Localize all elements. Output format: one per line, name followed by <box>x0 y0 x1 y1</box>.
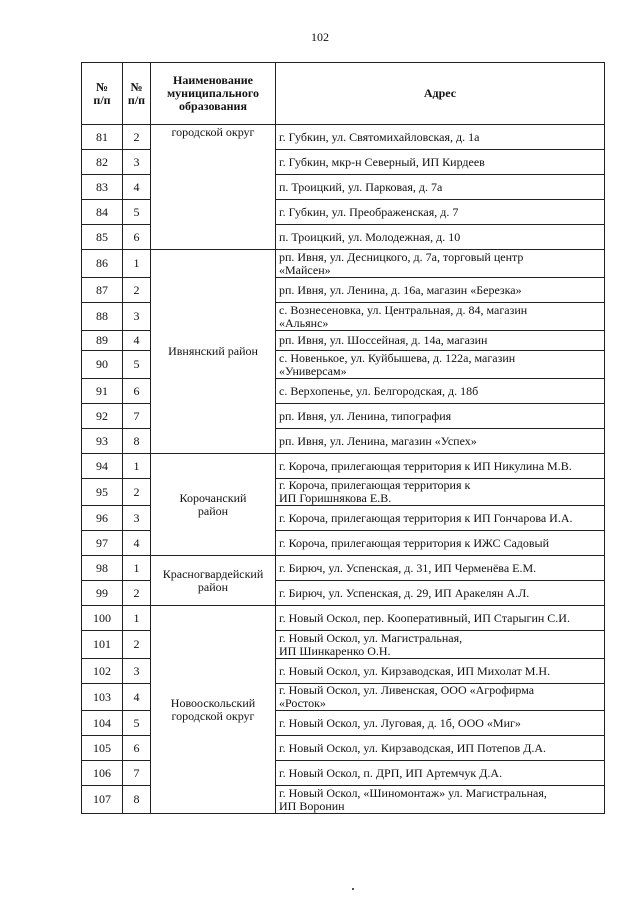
header-address: Адрес <box>276 63 605 125</box>
address-cell: г. Бирюч, ул. Успенская, д. 29, ИП Аракелян А.Л. <box>276 581 605 606</box>
row-number: 82 <box>82 150 123 175</box>
row-number: 94 <box>82 454 123 479</box>
table-row <box>82 250 605 278</box>
group-row-number: 6 <box>123 379 151 404</box>
row-number: 96 <box>82 506 123 531</box>
row-number: 102 <box>82 659 123 684</box>
group-row-number: 3 <box>123 659 151 684</box>
table-row <box>82 606 605 631</box>
address-cell: рп. Ивня, ул. Ленина, магазин «Успех» <box>276 429 605 454</box>
address-cell: с. Верхопенье, ул. Белгородская, д. 18б <box>276 379 605 404</box>
address-cell: г. Новый Оскол, пер. Кооперативный, ИП Старыгин С.И. <box>276 606 605 631</box>
address-cell: г. Короча, прилегающая территория к ИП Никулина М.В. <box>276 454 605 479</box>
address-cell: рп. Ивня, ул. Десницкого, д. 7а, торговый центр «Майсен» <box>276 250 605 278</box>
row-number: 81 <box>82 125 123 150</box>
header-num1: № п/п <box>82 63 123 125</box>
address-cell: г. Новый Оскол, ул. Ливенская, ООО «Агрофирма «Росток» <box>276 684 605 711</box>
group-row-number: 3 <box>123 303 151 331</box>
table-row <box>82 125 605 150</box>
group-row-number: 3 <box>123 150 151 175</box>
group-row-number: 2 <box>123 479 151 506</box>
group-row-number: 6 <box>123 736 151 761</box>
row-number: 90 <box>82 351 123 379</box>
group-row-number: 2 <box>123 278 151 303</box>
row-number: 88 <box>82 303 123 331</box>
group-row-number: 2 <box>123 125 151 150</box>
address-cell: п. Троицкий, ул. Молодежная, д. 10 <box>276 225 605 250</box>
page-number: 102 <box>311 30 329 44</box>
address-cell: рп. Ивня, ул. Ленина, типография <box>276 404 605 429</box>
table-body <box>82 125 605 814</box>
row-number: 98 <box>82 556 123 581</box>
group-row-number: 4 <box>123 531 151 556</box>
header-municipality: Наименование муниципального образования <box>151 63 276 125</box>
row-number: 92 <box>82 404 123 429</box>
group-row-number: 1 <box>123 454 151 479</box>
group-row-number: 8 <box>123 786 151 814</box>
table-row <box>82 556 605 581</box>
row-number: 107 <box>82 786 123 814</box>
row-number: 106 <box>82 761 123 786</box>
group-row-number: 1 <box>123 606 151 631</box>
group-row-number: 1 <box>123 250 151 278</box>
row-number: 103 <box>82 684 123 711</box>
row-number: 99 <box>82 581 123 606</box>
address-cell: г. Новый Оскол, п. ДРП, ИП Артемчук Д.А. <box>276 761 605 786</box>
address-cell: г. Новый Оскол, ул. Кирзаводская, ИП Потепов Д.А. <box>276 736 605 761</box>
address-cell: г. Новый Оскол, ул. Луговая, д. 1б, ООО «Миг» <box>276 711 605 736</box>
row-number: 91 <box>82 379 123 404</box>
group-row-number: 7 <box>123 404 151 429</box>
group-row-number: 2 <box>123 631 151 659</box>
group-row-number: 8 <box>123 429 151 454</box>
municipality-name: Красногвардейский район <box>151 556 276 606</box>
group-row-number: 5 <box>123 351 151 379</box>
row-number: 104 <box>82 711 123 736</box>
group-row-number: 4 <box>123 175 151 200</box>
group-row-number: 7 <box>123 761 151 786</box>
row-number: 101 <box>82 631 123 659</box>
group-row-number: 6 <box>123 225 151 250</box>
scan-speck <box>352 888 354 890</box>
address-cell: рп. Ивня, ул. Ленина, д. 16а, магазин «Березка» <box>276 278 605 303</box>
address-cell: рп. Ивня, ул. Шоссейная, д. 14а, магазин <box>276 331 605 351</box>
header-row <box>82 63 605 125</box>
row-number: 83 <box>82 175 123 200</box>
address-cell: г. Бирюч, ул. Успенская, д. 31, ИП Черменёва Е.М. <box>276 556 605 581</box>
municipality-name: Корочанский район <box>151 454 276 556</box>
row-number: 97 <box>82 531 123 556</box>
address-cell: г. Новый Оскол, «Шиномонтаж» ул. Магистральная, ИП Воронин <box>276 786 605 814</box>
row-number: 84 <box>82 200 123 225</box>
address-cell: г. Короча, прилегающая территория к ИП Гончарова И.А. <box>276 506 605 531</box>
row-number: 93 <box>82 429 123 454</box>
group-row-number: 2 <box>123 581 151 606</box>
row-number: 95 <box>82 479 123 506</box>
group-row-number: 4 <box>123 331 151 351</box>
address-cell: г. Короча, прилегающая территория к ИЖС Садовый <box>276 531 605 556</box>
municipality-name: городской округ <box>151 125 276 250</box>
row-number: 89 <box>82 331 123 351</box>
row-number: 100 <box>82 606 123 631</box>
row-number: 105 <box>82 736 123 761</box>
table-row <box>82 454 605 479</box>
municipality-name: Новооскольский городской округ <box>151 606 276 814</box>
address-cell: п. Троицкий, ул. Парковая, д. 7а <box>276 175 605 200</box>
address-cell: г. Губкин, мкр-н Северный, ИП Кирдеев <box>276 150 605 175</box>
address-cell: г. Губкин, ул. Святомихайловская, д. 1а <box>276 125 605 150</box>
address-cell: с. Новенькое, ул. Куйбышева, д. 122а, магазин «Универсам» <box>276 351 605 379</box>
municipality-name: Ивнянский район <box>151 250 276 454</box>
group-row-number: 5 <box>123 711 151 736</box>
group-row-number: 4 <box>123 684 151 711</box>
address-cell: с. Вознесеновка, ул. Центральная, д. 84, магазин «Альянс» <box>276 303 605 331</box>
address-cell: г. Короча, прилегающая территория к ИП Горишнякова Е.В. <box>276 479 605 506</box>
group-row-number: 5 <box>123 200 151 225</box>
address-cell: г. Губкин, ул. Преображенская, д. 7 <box>276 200 605 225</box>
row-number: 87 <box>82 278 123 303</box>
header-num2: № п/п <box>123 63 151 125</box>
address-table <box>81 62 605 814</box>
row-number: 86 <box>82 250 123 278</box>
group-row-number: 1 <box>123 556 151 581</box>
address-cell: г. Новый Оскол, ул. Магистральная, ИП Шинкаренко О.Н. <box>276 631 605 659</box>
row-number: 85 <box>82 225 123 250</box>
address-cell: г. Новый Оскол, ул. Кирзаводская, ИП Михолат М.Н. <box>276 659 605 684</box>
group-row-number: 3 <box>123 506 151 531</box>
